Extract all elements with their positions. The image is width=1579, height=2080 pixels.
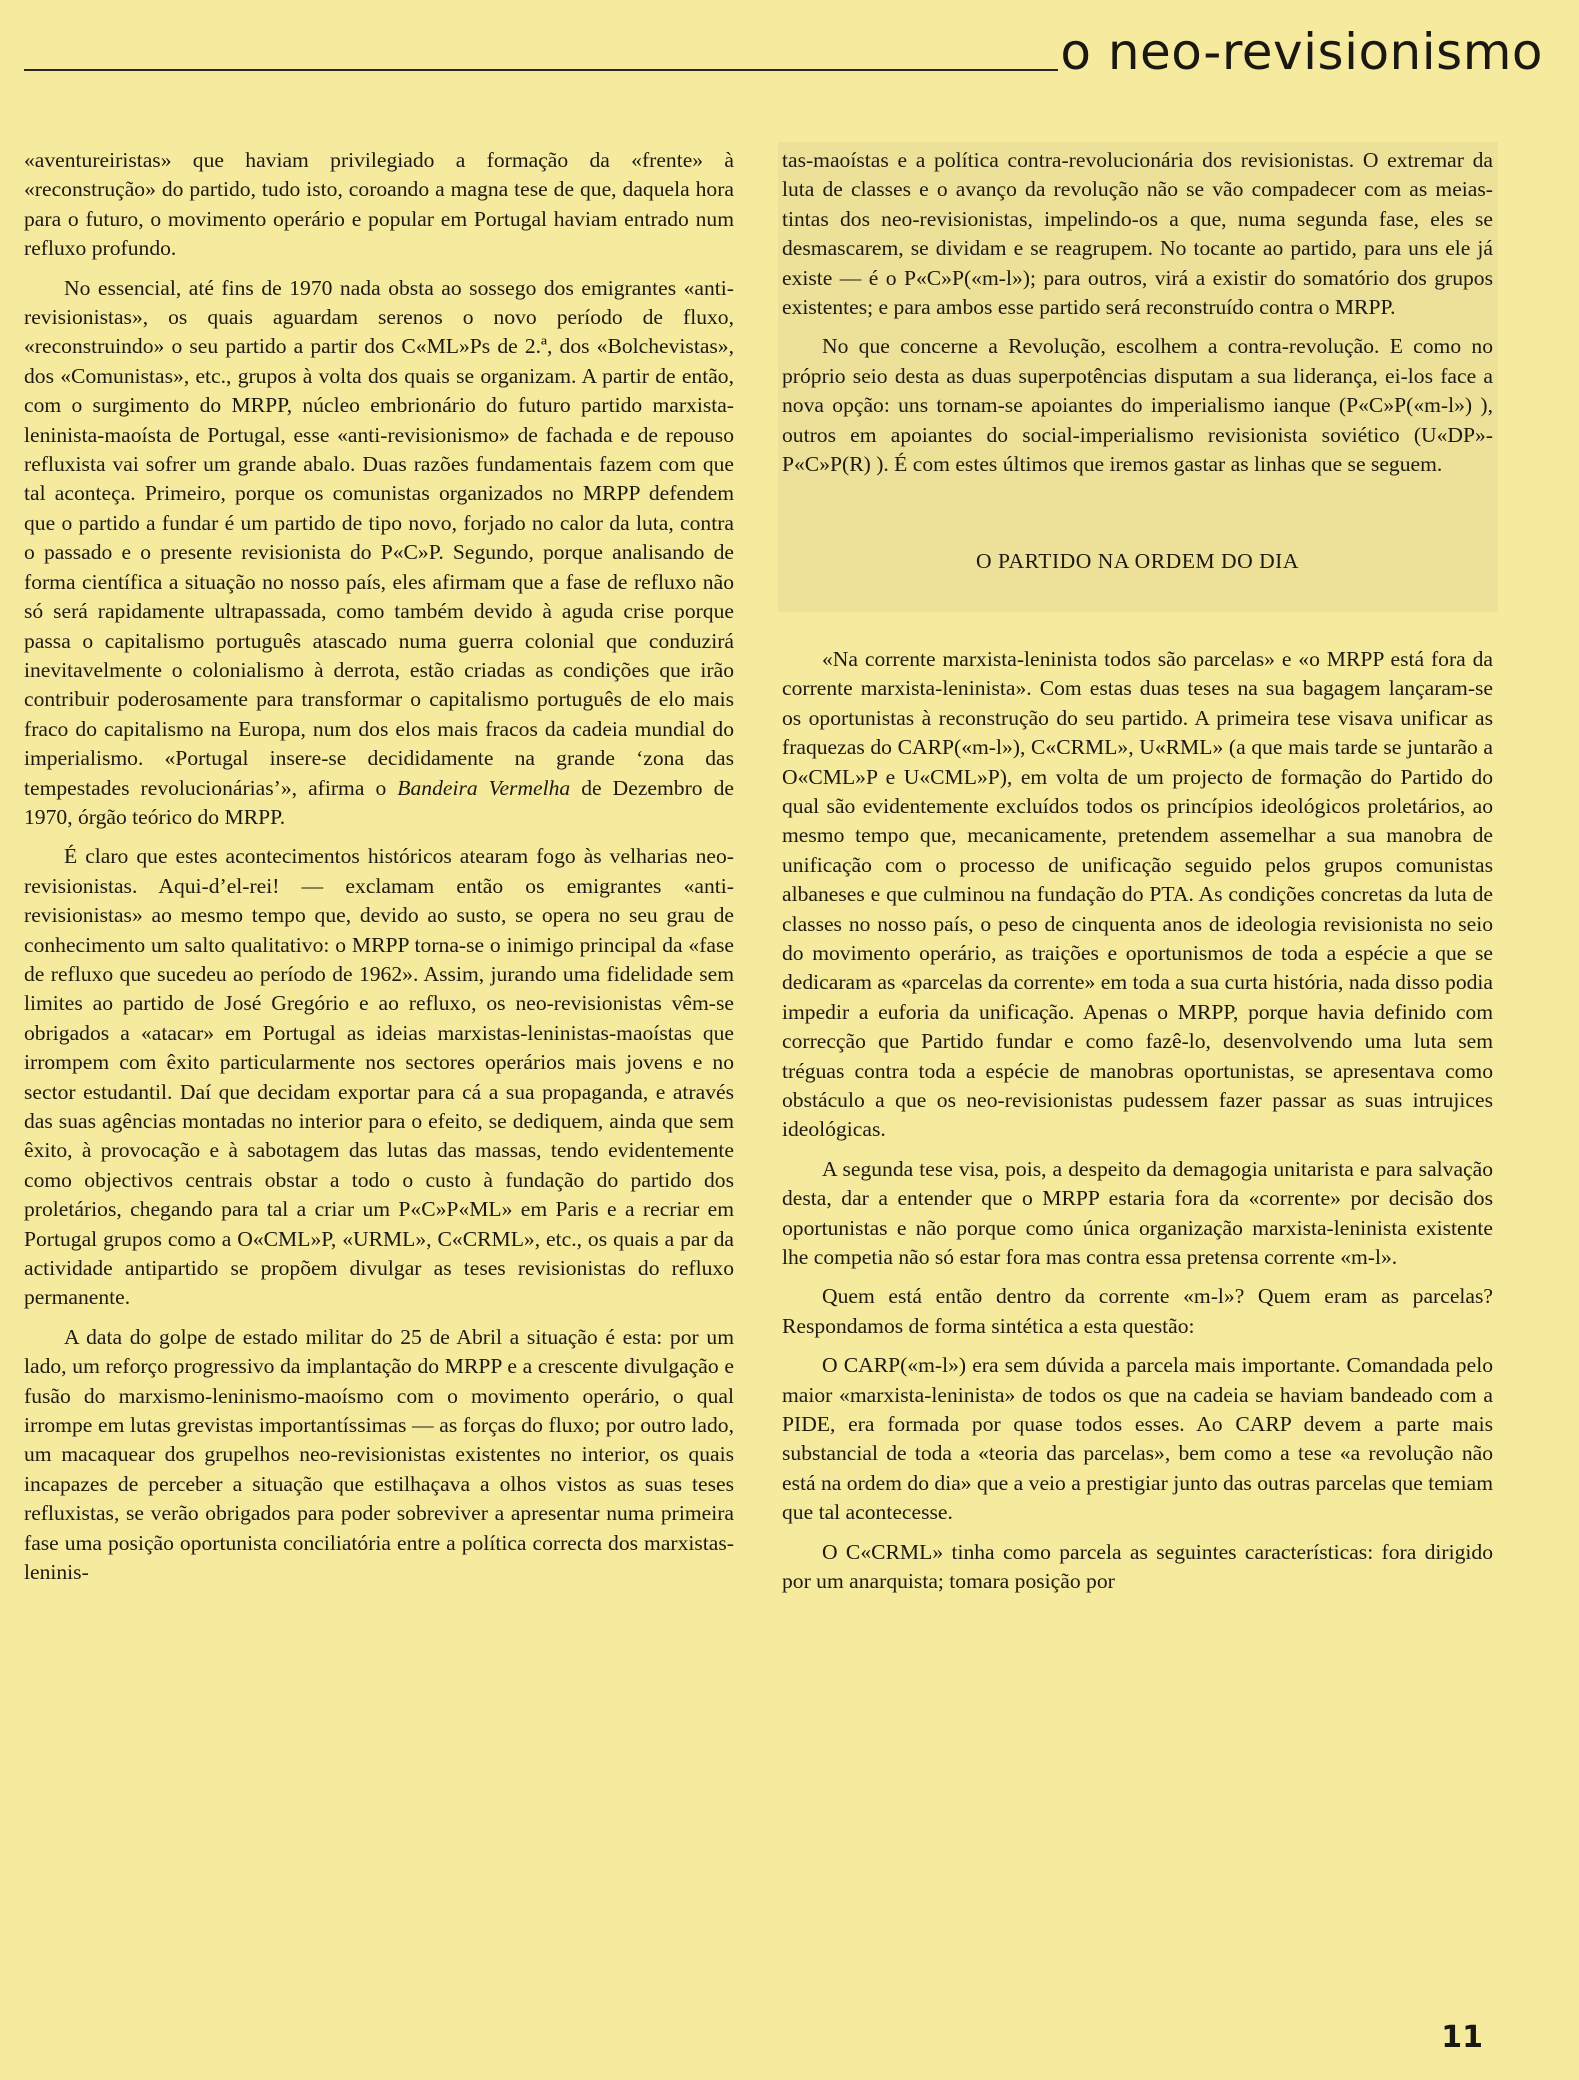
right-paragraph-7: O C«CRML» tinha como parcela as seguintes características: fora dirigido por um anarquista; tomara posição por: [782, 1539, 1493, 1594]
right-paragraph-2: No que concerne a Revolução, escolhem a contra-revolução. E como no próprio seio desta as duas superpotências disputam a sua liderança, ei-los face a nova opção: uns tornam-se apoiantes do imperialismo ianque (P«C»P(«m-l») ), outros em apoiantes do social-imperialismo revisionista soviético (U«DP»-P«C»P(R) ). É com estes últimos que iremos gastar as linhas que se seguem.: [782, 334, 1493, 477]
page-number: 11: [1441, 2020, 1483, 2055]
right-paragraph-1: tas-maoístas e a política contra-revolucionária dos revisionistas. O extremar da luta de classes e o avanço da revolução não se vão compadecer com as meias-tintas dos neo-revisionistas, impelindo-os a que, numa segunda fase, eles se desmascarem, se dividam e se reagrupem. No tocante ao partido, para uns ele já existe — é o P«C»P(«m-l»); para outros, virá a existir do somatório dos grupos existentes; e para ambos esse partido será reconstruído contra o MRPP.: [782, 148, 1493, 320]
left-paragraph-1: «aventureiristas» que haviam privilegiado a formação da «frente» à «reconstrução» do partido, tudo isto, coroando a magna tese de que, daquela hora para o futuro, o movimento operário e popular em Portugal haviam entrado num refluxo profundo.: [24, 148, 734, 261]
right-paragraph-5: Quem está então dentro da corrente «m-l»? Quem eram as parcelas? Respondamos de forma sintética a esta questão:: [782, 1284, 1493, 1338]
left-paragraph-3: É claro que estes acontecimentos históricos atearam fogo às velharias neo-revisionistas. Aqui-d’el-rei! — exclamam então os emigrantes «anti-revisionistas» ao mesmo tempo que, devido ao susto, se opera no seu grau de conhecimento um salto qualitativo: o MRPP torna-se o inimigo principal da «fase de refluxo que sucedeu ao período de 1962». Assim, jurando uma fidelidade sem limites ao partido de José Gregório e ao refluxo, os neo-revisionistas vêm-se obrigados a «atacar» em Portugal as ideias marxistas-leninistas-maoístas que irrompem com êxito particularmente nos sectores operários mais jovens e no sector estudantil. Daí que decidam exportar para cá a sua propaganda, e através das suas agências montadas no interior para o efeito, se dediquem, ainda que sem êxito, à provocação e à sabotagem das lutas das massas, tendo evidentemente como objectivos centrais obstar a todo o custo à fundação do partido dos proletários, chegando para tal a criar um P«C»P«ML» em Paris e a recriar em Portugal grupos como a O«CML»P, «URML», C«CRML», etc., os quais a par da actividade antipartido se propõem divulgar as teses revisionistas do refluxo permanente.: [24, 844, 734, 1310]
left-column: [24, 146, 734, 1588]
left-paragraph-2-text: No essencial, até fins de 1970 nada obsta ao sossego dos emigrantes «anti-revisionistas», os quais aguardam serenos o novo período de fluxo, «reconstruindo» o seu partido a partir dos C«ML»Ps de 2.ª, dos «Bolchevistas», dos «Comunistas», etc., grupos à volta dos quais se organizam. A partir de então, com o surgimento do MRPP, núcleo embrionário do futuro partido marxista-leninista-maoísta de Portugal, esse «anti-revisionismo» de fachada e de repouso refluxista vai sofrer um grande abalo. Duas razões fundamentais fazem com que tal aconteça. Primeiro, porque os comunistas organizados no MRPP defendem que o partido a fundar é um partido de tipo novo, forjado no calor da luta, contra o passado e o presente revisionista do P«C»P. Segundo, porque analisando de forma científica a situação no nosso país, eles afirmam que a fase de refluxo não só será rapidamente ultrapassada, como também devido à aguda crise porque passa o capitalismo português atascado numa guerra colonial que conduzirá inevitavelmente o colonialismo à derrota, estão criadas as condições que irão contribuir poderosamente para transformar o capitalismo português de elo mais fraco do capitalismo na Europa, num dos elos mais fracos da cadeia mundial do imperialismo. «Portugal insere-se decididamente na grande ‘zona das tempestades revolucionárias’», afirma o: [24, 275, 734, 800]
right-paragraph-3: «Na corrente marxista-leninista todos são parcelas» e «o MRPP está fora da corrente marxista-leninista». Com estas duas teses na sua bagagem lançaram-se os oportunistas à reconstrução do seu partido. A primeira tese visava unificar as fraquezas do CARP(«m-l»), C«CRML», U«RML» (a que mais tarde se juntarão a O«CML»P e U«CML»P), em volta de um projecto de formação do Partido do qual são evidentemente excluídos todos os princípios ideológicos proletários, ao mesmo tempo que, mecanicamente, pretendem assemelhar a sua manobra de unificação com o processo de unificação seguido pelos grupos comunistas albaneses e que culminou na fundação do PTA. As condições concretas da luta de classes no nosso país, o peso de cinquenta anos de ideologia revisionista no seio do movimento operário, as traições e oportunismos de toda a espécie a que se dedicaram as «parcelas da corrente» em toda a sua curta história, nada disso podia impedir a euforia da unificação. Apenas o MRPP, porque havia definido com correcção que Partido fundar e como fazê-lo, desenvolvendo uma luta sem tréguas contra toda a espécie de manobras oportunistas, se apresentava como obstáculo a que os neo-revisionistas pudessem fazer passar as suas intrujices ideológicas.: [782, 646, 1493, 1142]
right-column: [782, 146, 1493, 1596]
left-paragraph-2: [24, 274, 734, 833]
left-paragraph-4: A data do golpe de estado militar do 25 de Abril a situação é esta: por um lado, um reforço progressivo da implantação do MRPP e a crescente divulgação e fusão do marxismo-leninismo-maoísmo com o movimento operário, o qual irrompe em lutas grevistas importantíssimas — as forças do fluxo; por outro lado, um macaquear dos grupelhos neo-revisionistas existentes no interior, os quais incapazes de perceber a situação que estilhaçava a olhos vistos as suas teses refluxistas, se verão obrigados para poder sobreviver a apresentar numa primeira fase uma posição oportunista conciliatória entre a política correcta dos marxistas-leninis-: [24, 1324, 734, 1585]
left-paragraph-2-tail: de Dezembro de 1970, órgão teórico do MRPP.: [24, 775, 734, 829]
newspaper-title: Bandeira Vermelha: [397, 775, 571, 800]
page-header: [24, 22, 1543, 82]
header-rule: [24, 69, 1058, 71]
right-paragraph-4: A segunda tese visa, pois, a despeito da demagogia unitarista e para salvação desta, dar a entender que o MRPP estaria fora da «corrente» por decisão dos oportunistas e não porque como única organização marxista-leninista existente lhe competia não só estar fora mas contra essa pretensa corrente «m-l».: [782, 1156, 1493, 1269]
right-paragraph-6: O CARP(«m-l») era sem dúvida a parcela mais importante. Comandada pelo maior «marxista-leninista» de todos os que na cadeia se haviam bandeado com a PIDE, era formada por quase todos esses. Ao CARP devem a parte mais substancial de toda a «teoria das parcelas», bem como a tese «a revolução não está na ordem do dia» que a veio a prestigiar junto das outras parcelas que temiam que tal acontecesse.: [782, 1353, 1493, 1525]
section-heading: O PARTIDO NA ORDEM DO DIA: [976, 549, 1299, 574]
running-title: o neo-revisionismo: [1060, 23, 1543, 81]
